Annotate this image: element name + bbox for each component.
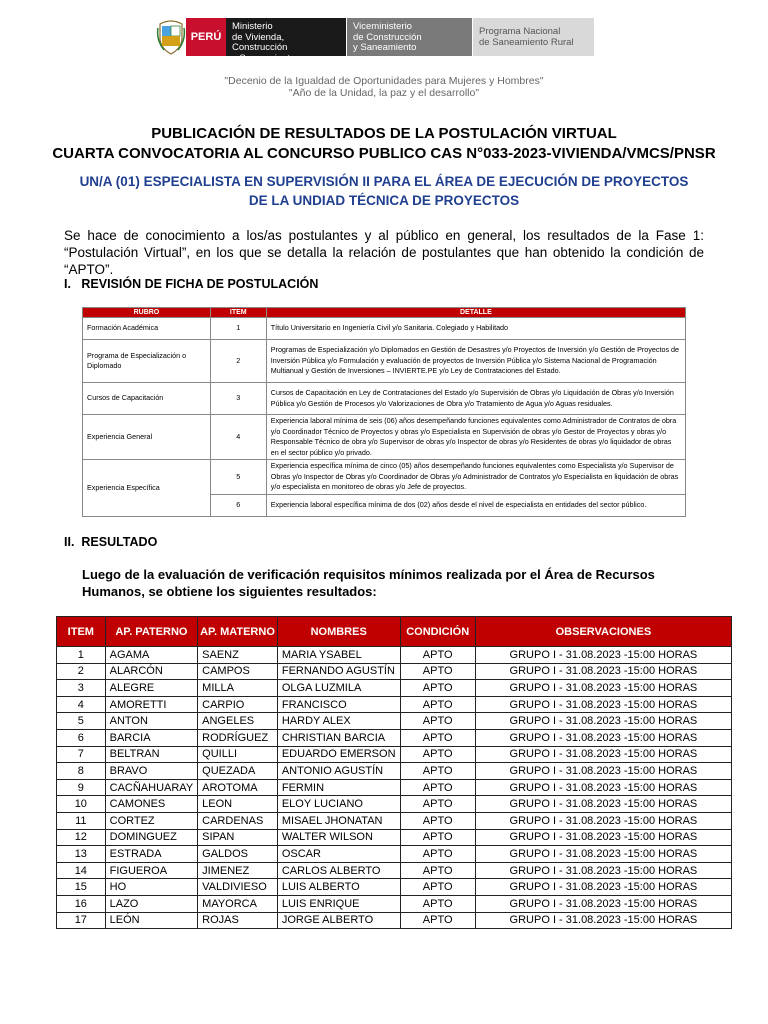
table-cell: 13 <box>57 846 106 863</box>
table-cell: MILLA <box>198 680 278 697</box>
table-cell: RODRÍGUEZ <box>198 729 278 746</box>
table-cell: GALDOS <box>198 846 278 863</box>
table-cell: GRUPO I - 31.08.2023 -15:00 HORAS <box>475 729 731 746</box>
table-cell: 14 <box>57 862 106 879</box>
table-row <box>57 862 732 879</box>
table-cell: 9 <box>57 779 106 796</box>
peru-brand: PERÚ <box>186 18 226 56</box>
table-cell: ALEGRE <box>105 680 198 697</box>
table-cell: 3 <box>57 680 106 697</box>
table-cell: APTO <box>400 879 475 896</box>
table-row: Formación Académica 1 Título Universitario en Ingeniería Civil y/o Sanitaria. Colegiado y Habilitado <box>83 318 686 340</box>
table-cell: JORGE ALBERTO <box>277 912 400 929</box>
table-row: 6 Experiencia laboral específica mínima de dos (02) años desde el nivel de especialista en entidades del sector público. <box>83 494 686 516</box>
table-cell: 8 <box>57 763 106 780</box>
table-row <box>57 779 732 796</box>
table-cell: GRUPO I - 31.08.2023 -15:00 HORAS <box>475 796 731 813</box>
table-cell: CARPIO <box>198 696 278 713</box>
table-cell: HO <box>105 879 198 896</box>
table-cell: GRUPO I - 31.08.2023 -15:00 HORAS <box>475 647 731 664</box>
table-row: Experiencia General 4 Experiencia laboral mínima de seis (06) años desempeñando funciones equivalentes como Administrador de Contratos de obra y/o Coordinador Técnico de Proyectos y obras y/o Especialista en Supervisión de obras y/o Gestor de Proyectos y obras y/o Responsable Técnico de obra y/o Supervisor de obras y/o Inspector de obras y/o Residentes de obras y/o liquidador de obras en el sector público y/o privado. <box>83 415 686 460</box>
table-cell: APTO <box>400 812 475 829</box>
table-cell: EDUARDO EMERSON <box>277 746 400 763</box>
table-cell: CACÑAHUARAY <box>105 779 198 796</box>
col-ap-paterno: AP. PATERNO <box>105 617 198 647</box>
table-row: Cursos de Capacitación 3 Cursos de Capacitación en Ley de Contrataciones del Estado y/o Supervisión de Obras y/o Liquidación de Obras y/o Inversión Pública y/o Gestión de Procesos y/o Valorizaciones de Obra y/o Tratamiento de Agua y/o Aguas residuales. <box>83 383 686 415</box>
table-cell: BRAVO <box>105 763 198 780</box>
table-cell: APTO <box>400 829 475 846</box>
table-cell: GRUPO I - 31.08.2023 -15:00 HORAS <box>475 663 731 680</box>
col-condicion: CONDICIÓN <box>400 617 475 647</box>
rubro-header: RUBRO <box>83 308 211 318</box>
table-cell: GRUPO I - 31.08.2023 -15:00 HORAS <box>475 713 731 730</box>
table-cell: 1 <box>57 647 106 664</box>
table-cell: ESTRADA <box>105 846 198 863</box>
results-table <box>56 616 732 929</box>
table-cell: AMORETTI <box>105 696 198 713</box>
table-cell: APTO <box>400 846 475 863</box>
table-cell: ANTON <box>105 713 198 730</box>
results-body <box>57 647 732 929</box>
result-paragraph: Luego de la evaluación de verificación requisitos mínimos realizada por el Área de Recursos Humanos, se obtiene los siguientes resultados: <box>82 567 655 599</box>
table-cell: GRUPO I - 31.08.2023 -15:00 HORAS <box>475 829 731 846</box>
viceministerio-label: Viceministerio de Construcción y Saneamiento <box>346 18 472 56</box>
detalle-header: DETALLE <box>266 308 685 318</box>
table-row <box>57 763 732 780</box>
table-cell: APTO <box>400 912 475 929</box>
table-cell: CARDENAS <box>198 812 278 829</box>
table-cell: GRUPO I - 31.08.2023 -15:00 HORAS <box>475 846 731 863</box>
col-item: ITEM <box>57 617 106 647</box>
ministerio-label: Ministerio de Vivienda, Construcción y Saneamiento <box>226 18 346 56</box>
table-cell: DOMINGUEZ <box>105 829 198 846</box>
table-cell: APTO <box>400 796 475 813</box>
table-row <box>57 746 732 763</box>
table-cell: APTO <box>400 663 475 680</box>
table-cell: APTO <box>400 862 475 879</box>
table-row <box>57 829 732 846</box>
table-cell: APTO <box>400 746 475 763</box>
position-title: UN/A (01) ESPECIALISTA EN SUPERVISIÓN II PARA EL ÁREA DE EJECUCIÓN DE PROYECTOS DE LA UNDIAD TÉCNICA DE PROYECTOS <box>79 174 689 208</box>
intro-paragraph: Se hace de conocimiento a los/as postulantes y al público en general, los resultados de la Fase 1: “Postulación Virtual”, en los que se detalla la relación de postulantes que han obtenido la condición de “APTO”. <box>64 228 704 277</box>
table-row <box>57 895 732 912</box>
page-title: PUBLICACIÓN DE RESULTADOS DE LA POSTULACIÓN VIRTUAL <box>151 125 617 142</box>
table-cell: MAYORCA <box>198 895 278 912</box>
section-heading-resultado: II. RESULTADO <box>64 535 158 549</box>
table-cell: LAZO <box>105 895 198 912</box>
table-cell: 11 <box>57 812 106 829</box>
table-cell: FERMIN <box>277 779 400 796</box>
col-ap-materno: AP. MATERNO <box>198 617 278 647</box>
col-observaciones: OBSERVACIONES <box>475 617 731 647</box>
rubro-table <box>82 307 686 517</box>
table-cell: 15 <box>57 879 106 896</box>
table-row: Programa de Especialización o Diplomado 2 Programas de Especialización y/o Diplomados en Gestión de Desastres y/o Proyectos de Inversión y/o Gestión de Proyectos de Inversión Pública y/o Formulación y evaluación de proyectos de Inversión Pública y/o Sistema Nacional de Programación Multianual y Gestión de Inversiones – INVIERTE.PE y/o Ley de Contrataciones del Estado. <box>83 340 686 383</box>
coat-of-arms-icon <box>156 18 186 56</box>
section-heading-revision: I. REVISIÓN DE FICHA DE POSTULACIÓN <box>64 277 319 291</box>
table-cell: BARCIA <box>105 729 198 746</box>
table-cell: FIGUEROA <box>105 862 198 879</box>
table-cell: GRUPO I - 31.08.2023 -15:00 HORAS <box>475 862 731 879</box>
table-cell: 10 <box>57 796 106 813</box>
table-cell: WALTER WILSON <box>277 829 400 846</box>
table-cell: MISAEL JHONATAN <box>277 812 400 829</box>
table-cell: CARLOS ALBERTO <box>277 862 400 879</box>
table-row <box>57 729 732 746</box>
table-cell: APTO <box>400 729 475 746</box>
table-cell: APTO <box>400 647 475 664</box>
table-row <box>57 696 732 713</box>
table-cell: JIMENEZ <box>198 862 278 879</box>
table-cell: APTO <box>400 779 475 796</box>
item-header: ITEM <box>210 308 266 318</box>
table-row <box>57 713 732 730</box>
table-cell: FERNANDO AGUSTÍN <box>277 663 400 680</box>
page-subtitle-convocatoria: CUARTA CONVOCATORIA AL CONCURSO PUBLICO CAS N°033-2023-VIVIENDA/VMCS/PNSR <box>52 145 716 162</box>
table-cell: CHRISTIAN BARCIA <box>277 729 400 746</box>
table-cell: GRUPO I - 31.08.2023 -15:00 HORAS <box>475 895 731 912</box>
table-cell: QUEZADA <box>198 763 278 780</box>
table-cell: GRUPO I - 31.08.2023 -15:00 HORAS <box>475 680 731 697</box>
table-cell: FRANCISCO <box>277 696 400 713</box>
table-cell: OSCAR <box>277 846 400 863</box>
header-logos <box>156 18 594 64</box>
table-cell: 7 <box>57 746 106 763</box>
table-cell: GRUPO I - 31.08.2023 -15:00 HORAS <box>475 746 731 763</box>
table-cell: CAMPOS <box>198 663 278 680</box>
table-cell: ANGELES <box>198 713 278 730</box>
table-cell: OLGA LUZMILA <box>277 680 400 697</box>
table-row <box>57 812 732 829</box>
table-cell: SIPAN <box>198 829 278 846</box>
table-cell: LUIS ALBERTO <box>277 879 400 896</box>
table-row <box>57 647 732 664</box>
table-row <box>57 680 732 697</box>
table-cell: APTO <box>400 895 475 912</box>
table-cell: ALARCÓN <box>105 663 198 680</box>
table-cell: 5 <box>57 713 106 730</box>
table-cell: 17 <box>57 912 106 929</box>
table-row <box>57 912 732 929</box>
table-cell: 12 <box>57 829 106 846</box>
table-cell: 2 <box>57 663 106 680</box>
table-cell: CAMONES <box>105 796 198 813</box>
table-cell: 6 <box>57 729 106 746</box>
table-cell: GRUPO I - 31.08.2023 -15:00 HORAS <box>475 879 731 896</box>
table-cell: HARDY ALEX <box>277 713 400 730</box>
table-cell: APTO <box>400 763 475 780</box>
table-cell: GRUPO I - 31.08.2023 -15:00 HORAS <box>475 779 731 796</box>
table-cell: SAENZ <box>198 647 278 664</box>
col-nombres: NOMBRES <box>277 617 400 647</box>
table-cell: GRUPO I - 31.08.2023 -15:00 HORAS <box>475 763 731 780</box>
table-cell: ELOY LUCIANO <box>277 796 400 813</box>
table-cell: GRUPO I - 31.08.2023 -15:00 HORAS <box>475 696 731 713</box>
table-cell: APTO <box>400 713 475 730</box>
table-cell: APTO <box>400 680 475 697</box>
table-cell: CORTEZ <box>105 812 198 829</box>
table-cell: MARIA YSABEL <box>277 647 400 664</box>
table-row <box>57 663 732 680</box>
table-cell: QUILLI <box>198 746 278 763</box>
table-cell: LEON <box>198 796 278 813</box>
table-cell: AGAMA <box>105 647 198 664</box>
table-row <box>57 879 732 896</box>
table-cell: LEÓN <box>105 912 198 929</box>
decenio-motto: "Decenio de la Igualdad de Oportunidades para Mujeres y Hombres" "Año de la Unidad, la paz y el desarrollo" <box>224 75 544 99</box>
table-cell: LUIS ENRIQUE <box>277 895 400 912</box>
table-row <box>57 796 732 813</box>
table-cell: 16 <box>57 895 106 912</box>
table-cell: GRUPO I - 31.08.2023 -15:00 HORAS <box>475 812 731 829</box>
table-cell: GRUPO I - 31.08.2023 -15:00 HORAS <box>475 912 731 929</box>
table-cell: ROJAS <box>198 912 278 929</box>
table-cell: 4 <box>57 696 106 713</box>
table-row <box>57 846 732 863</box>
programa-label: Programa Nacional de Saneamiento Rural <box>472 18 594 56</box>
table-cell: VALDIVIESO <box>198 879 278 896</box>
table-row: Experiencia Específica 5 Experiencia específica mínima de cinco (05) años desempeñando funciones equivalentes como Especialista y/o Supervisor de Obras y/o Inspector de Obras y/o Coordinador de Obras y/o Administrador de Contratos y/o Especialista en liquidación de obras y/o especialista en monitoreo de obras y/o Jefe de proyectos. <box>83 460 686 495</box>
table-cell: BELTRAN <box>105 746 198 763</box>
table-cell: ANTONIO AGUSTÍN <box>277 763 400 780</box>
table-cell: AROTOMA <box>198 779 278 796</box>
table-cell: APTO <box>400 696 475 713</box>
